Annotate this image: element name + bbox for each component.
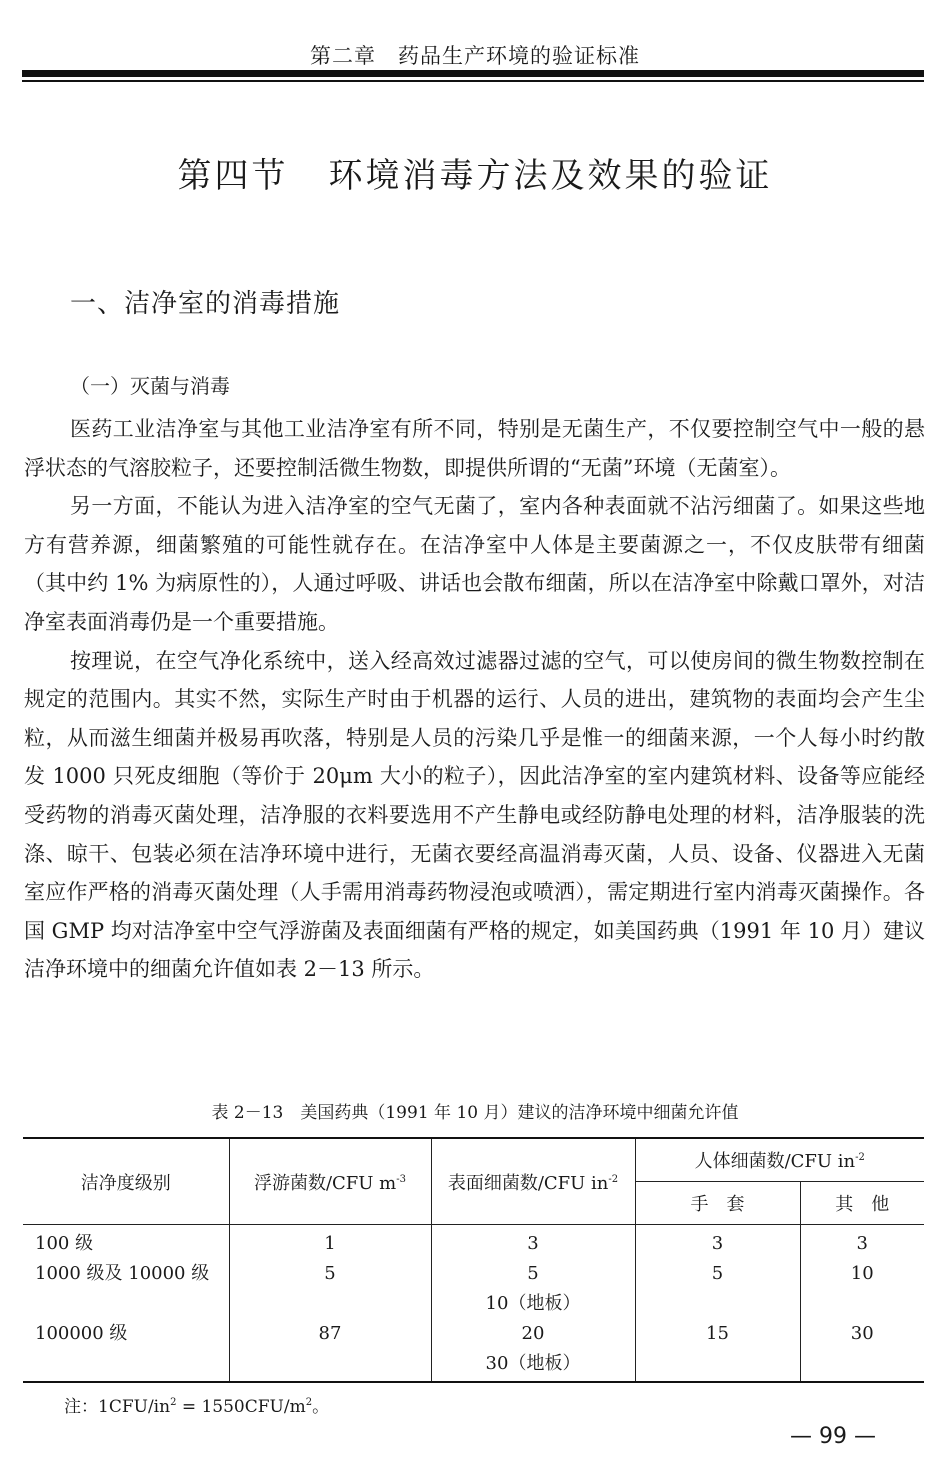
cell-gloves: 5: [635, 1259, 800, 1319]
cell-airborne: 1: [229, 1225, 431, 1260]
paragraph-1: 医药工业洁净室与其他工业洁净室有所不同，特别是无菌生产，不仅要控制空气中一般的悬浮状态的气溶胶粒子，还要控制活微生物数，即提供所谓的“无菌”环境（无菌室）。: [24, 417, 925, 480]
cell-gloves: 3: [635, 1225, 800, 1260]
cell-level: 100 级: [35, 1233, 94, 1254]
header-other: 其 他: [800, 1182, 924, 1225]
header-rule-thick: [22, 70, 924, 77]
table-row: [23, 1259, 924, 1319]
cell-other: 30: [800, 1319, 924, 1382]
header-level: 洁净度级别: [23, 1138, 229, 1225]
paragraph-2: 另一方面，不能认为进入洁净室的空气无菌了，室内各种表面就不沾污细菌了。如果这些地方有营养源，细菌繁殖的可能性就存在。在洁净室中人体是主要菌源之一，不仅皮肤带有细菌（其中约 1% 为病原性的），人通过呼吸、讲话也会散布细菌，所以在洁净室中除戴口罩外，对洁净室表面消毒仍是一个重要措施。: [24, 494, 925, 634]
table-row: [23, 1225, 924, 1260]
section-title: [0, 148, 950, 197]
paragraph-3: 按理说，在空气净化系统中，送入经高效过滤器过滤的空气，可以使房间的微生物数控制在规定的范围内。其实不然，实际生产时由于机器的运行、人员的进出，建筑物的表面均会产生尘粒，从而滋生细菌并极易再吹落，特别是人员的污染几乎是惟一的细菌来源，一个人每小时约散发 1000 只死皮细胞（等价于 20μm 大小的粒子），因此洁净室的室内建筑材料、设备等应能经受药物的消毒灭菌处理，洁净服的衣料要选用不产生静电或经防静电处理的材料，洁净服装的洗涤、晾干、包装必须在洁净环境中进行，无菌衣要经高温消毒灭菌，人员、设备、仪器进入无菌室应作严格的消毒灭菌处理（人手需用消毒药物浸泡或喷洒），需定期进行室内消毒灭菌操作。各国 GMP 均对洁净室中空气浮游菌及表面细菌有严格的规定，如美国药典（1991 年 10 月）建议洁净环境中的细菌允许值如表 2－13 所示。: [24, 648, 925, 982]
heading-level-2: （一）灭菌与消毒: [70, 374, 230, 398]
header-airborne: 浮游菌数/CFU $m^{-3}$: [229, 1138, 431, 1225]
cell-airborne: 87: [229, 1319, 431, 1382]
body-text: [24, 410, 925, 989]
cell-surface: 5 10（地板）: [431, 1259, 635, 1319]
cell-level: 100000 级: [23, 1319, 229, 1382]
cell-gloves: 15: [635, 1319, 800, 1382]
header-rule-thin: [22, 80, 924, 82]
table-caption: 表 2－13 美国药典（1991 年 10 月）建议的洁净环境中细菌允许值: [211, 1103, 739, 1123]
cell-airborne: 5: [229, 1259, 431, 1319]
heading-level-1: 一、洁净室的消毒措施: [70, 289, 341, 319]
cell-surface: 3: [431, 1225, 635, 1260]
cell-other: 10: [800, 1259, 924, 1319]
bacteria-limits-table: [23, 1137, 924, 1383]
cell-level: 1000 级及 10000 级: [35, 1263, 210, 1284]
running-header: 第二章 药品生产环境的验证标准: [310, 44, 640, 68]
table-row: [23, 1319, 924, 1382]
header-personnel: 人体细菌数/CFU $in^{-2}$: [635, 1138, 924, 1182]
header-gloves: 手 套: [635, 1182, 800, 1225]
cell-other: 3: [800, 1225, 924, 1260]
section-number: 第四节: [177, 156, 289, 196]
section-title-text: 环境消毒方法及效果的验证: [328, 156, 773, 196]
cell-surface: 20 30（地板）: [431, 1319, 635, 1382]
header-surface: 表面细菌数/CFU $in^{-2}$: [431, 1138, 635, 1225]
page-number: — 99 —: [790, 1424, 876, 1449]
table-note: 注：$1CFU/in^2 = 1550CFU/m^2$。: [64, 1397, 330, 1417]
